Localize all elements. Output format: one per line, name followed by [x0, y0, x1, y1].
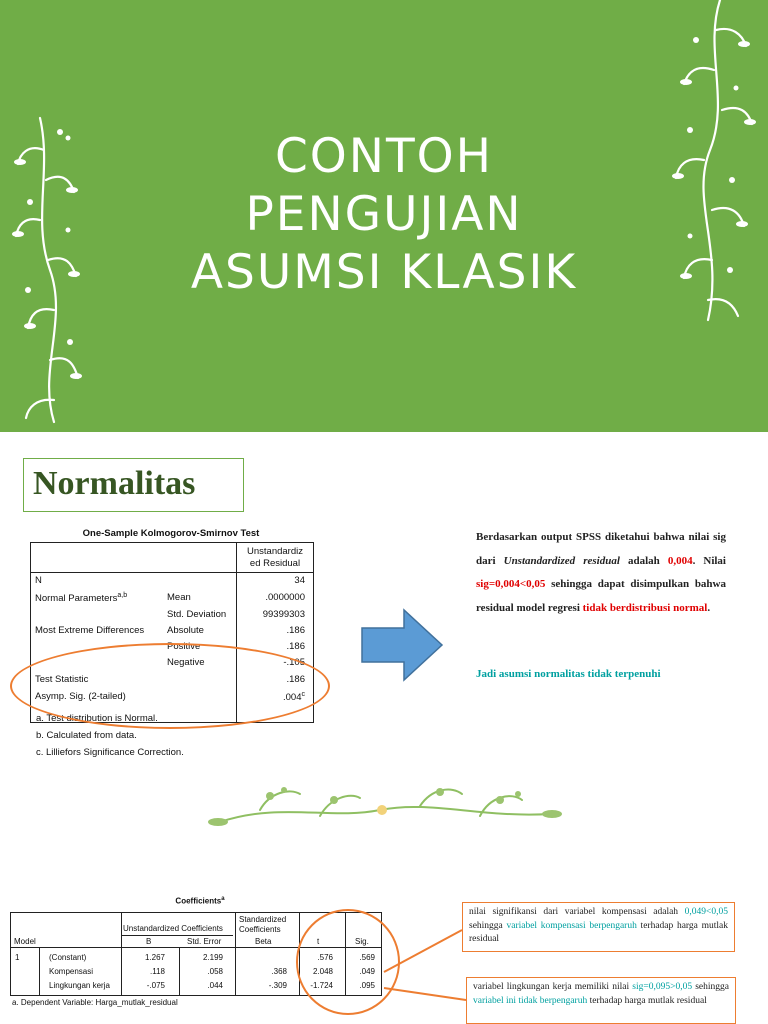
- slide-title-line: ASUMSI KLASIK: [190, 245, 578, 300]
- header-model: Model: [14, 937, 36, 946]
- note-text: terhadap harga mutlak residual: [587, 995, 707, 1006]
- section-heading: Normalitas: [23, 458, 244, 512]
- title-slide: [0, 0, 768, 432]
- row-value-text: .004: [283, 692, 302, 704]
- cell-t: .576: [317, 953, 333, 962]
- leaf-vine-left-icon: [10, 110, 90, 430]
- explanation-part: .: [707, 601, 711, 614]
- header-t: t: [317, 937, 320, 946]
- row-value: -.105: [283, 657, 305, 668]
- leaf-vine-right-icon: [660, 0, 760, 330]
- explanation-highlight: tidak berdistribusi normal: [582, 601, 708, 614]
- note-highlight: variabel kompensasi berpengaruh: [506, 920, 637, 931]
- cell-sig: .569: [359, 953, 375, 962]
- cell-sig: .049: [359, 967, 375, 976]
- ks-column-header-line: ed Residual: [249, 558, 301, 569]
- table-note: b. Calculated from data.: [36, 730, 137, 741]
- ks-test-title: One-Sample Kolmogorov-Smirnov Test: [82, 528, 260, 539]
- row-name: Kompensasi: [49, 967, 94, 976]
- row-label-superscript: a,b: [117, 592, 128, 599]
- header-unstandardized: Unstandardized Coefficients: [123, 924, 223, 933]
- row-value: .0000000: [265, 592, 305, 603]
- note-text: terhadap harga mutlak residual: [469, 920, 728, 944]
- table-note: c. Lilliefors Significance Correction.: [36, 747, 184, 758]
- cell-se: .044: [207, 981, 223, 990]
- coefficients-title-text: Coefficients: [175, 896, 222, 906]
- note-highlight: sig=0,095>0,05: [632, 982, 693, 992]
- coefficients-note: a. Dependent Variable: Harga_mutlak_residual: [12, 998, 178, 1007]
- slide-title-line: PENGUJIAN: [245, 187, 523, 242]
- note-highlight: 0,049<0,05: [684, 907, 728, 917]
- row-value: 99399303: [262, 609, 305, 620]
- explanation-highlight: 0,004: [667, 554, 693, 567]
- row-name: Lingkungan kerja: [49, 981, 110, 990]
- conclusion-text: Jadi asumsi normalitas tidak terpenuhi: [476, 668, 661, 680]
- cell-b: -.075: [146, 981, 165, 990]
- coefficients-title-superscript: a: [221, 896, 225, 902]
- header-std-error: Std. Error: [187, 937, 222, 946]
- explanation-part: sehingga dapat disimpulkan bahwa residual model regresi: [476, 578, 726, 614]
- row-sublabel: Negative: [167, 657, 205, 668]
- row-label: N: [35, 575, 42, 586]
- note-text: sehingga: [692, 982, 729, 992]
- row-sublabel: Positive: [167, 641, 201, 652]
- slide-title-line: CONTOH: [274, 129, 493, 184]
- header-standardized: Coefficients: [239, 925, 281, 934]
- explanation-italic: Unstandardized residual: [503, 554, 620, 567]
- row-sublabel: Absolute: [167, 625, 204, 636]
- cell-t: 2.048: [312, 967, 333, 976]
- row-name: (Constant): [49, 953, 87, 962]
- note-highlight: variabel ini tidak berpengaruh: [473, 995, 588, 1006]
- normality-slide: [0, 432, 768, 1024]
- explanation-part: Berdasarkan output SPSS diketahui bahwa nilai sig dari: [476, 531, 726, 567]
- header-beta: Beta: [255, 937, 272, 946]
- header-sig: Sig.: [355, 937, 369, 946]
- cell-b: .118: [150, 967, 165, 976]
- header-b: B: [146, 937, 152, 946]
- slide-title: [110, 128, 658, 302]
- explanation-part: adalah: [619, 554, 668, 567]
- row-label: Asymp. Sig. (2-tailed): [35, 691, 126, 702]
- cell-t: -1.724: [310, 981, 333, 990]
- note-lingkungan-kerja: [466, 977, 736, 1024]
- table-note: a. Test distribution is Normal.: [36, 713, 158, 724]
- cell-se: .058: [207, 967, 223, 976]
- explanation-highlight: sig=0,004<0,05: [476, 578, 546, 590]
- row-value: .186: [286, 674, 305, 685]
- row-sublabel: Mean: [167, 592, 191, 603]
- row-value: .186: [286, 625, 305, 636]
- row-label: Most Extreme Differences: [35, 625, 145, 636]
- cell-beta: .368: [271, 967, 287, 976]
- header-standardized: Standardized: [239, 915, 287, 924]
- row-value: .186: [286, 641, 305, 652]
- cell-b: 1.267: [144, 953, 165, 962]
- cell-beta: -.309: [268, 981, 287, 990]
- cell-se: 2.199: [202, 953, 223, 962]
- row-label-text: Normal Parameters: [35, 593, 118, 605]
- note-text: sehingga: [469, 920, 507, 931]
- note-kompensasi: [462, 902, 735, 952]
- explanation-part: . Nilai: [692, 554, 726, 567]
- cell-sig: .095: [359, 981, 375, 990]
- model-number: 1: [15, 953, 20, 962]
- row-label: Test Statistic: [35, 674, 89, 685]
- ks-column-header-line: Unstandardiz: [247, 546, 303, 557]
- note-text: nilai signifikansi dari variabel kompensasi adalah: [469, 907, 685, 917]
- note-text: variabel lingkungan kerja memiliki nilai: [473, 982, 633, 992]
- row-sublabel: Std. Deviation: [167, 609, 227, 620]
- row-value: 34: [294, 575, 305, 586]
- row-value-superscript: c: [301, 691, 305, 698]
